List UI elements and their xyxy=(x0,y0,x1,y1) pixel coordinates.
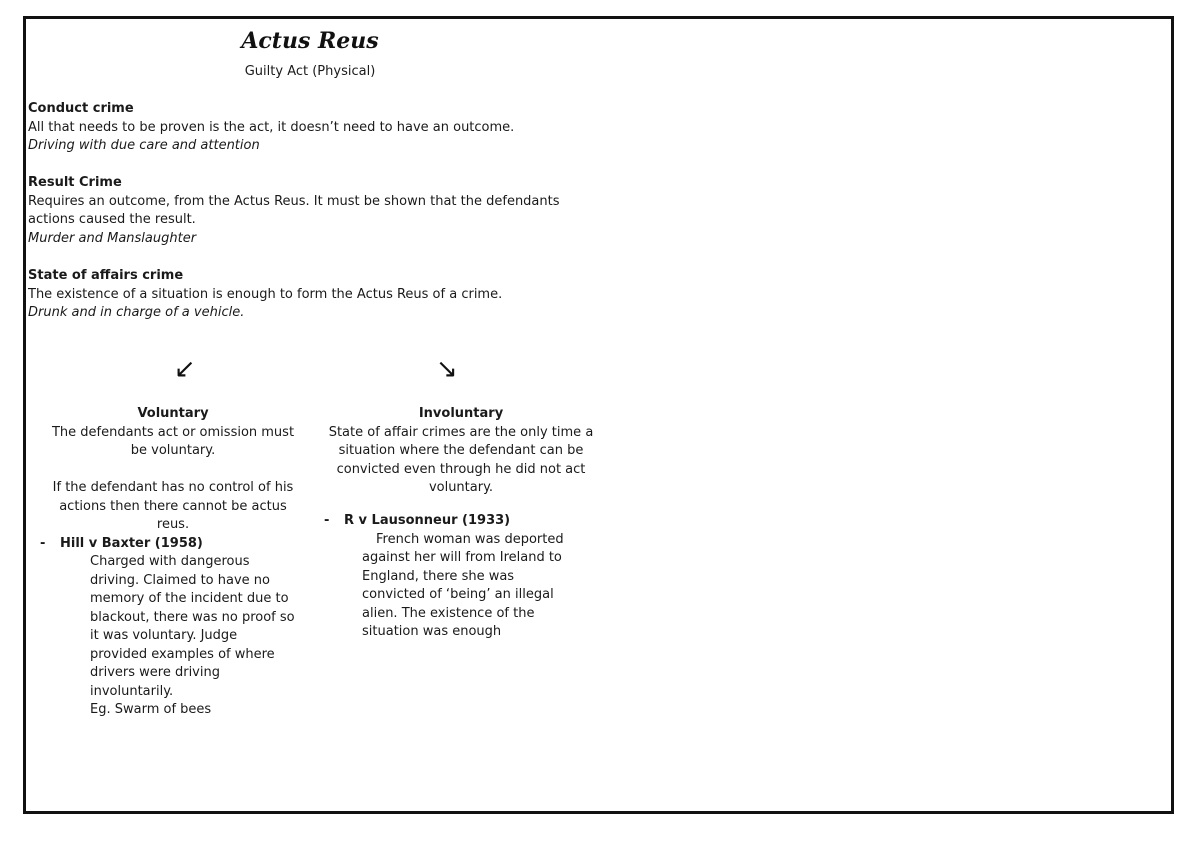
case-line: against her will from Ireland to xyxy=(362,550,562,565)
section-body: All that needs to be proven is the act, it doesn’t need to have an outcome. xyxy=(28,119,515,135)
case-line: memory of the incident due to xyxy=(90,591,289,606)
case-line: England, there she was xyxy=(362,568,515,584)
bullet-dash: - xyxy=(324,513,330,528)
section-conduct-crime xyxy=(28,100,608,156)
column-heading: Involuntary xyxy=(418,406,504,421)
case-line: Charged with dangerous xyxy=(90,554,250,569)
section-heading: Result Crime xyxy=(28,175,122,190)
paragraph-line: The defendants act or omission must xyxy=(51,424,295,440)
case-line: blackout, there was no proof so xyxy=(90,609,295,625)
paragraph-line: convicted even through he did not act xyxy=(336,461,586,477)
page-title: Actus Reus xyxy=(241,28,379,54)
paragraph-line: situation where the defendant can be xyxy=(338,443,584,458)
case-line: involuntarily. xyxy=(90,683,174,699)
case-line: situation was enough xyxy=(362,624,502,639)
section-heading: Conduct crime xyxy=(28,101,134,116)
section-result-crime xyxy=(28,174,608,248)
case-line: alien. The existence of the xyxy=(362,605,535,621)
case-line: convicted of ‘being’ an illegal xyxy=(362,587,554,602)
section-example: Drunk and in charge of a vehicle. xyxy=(28,305,245,320)
case-heading xyxy=(318,512,604,531)
paragraph-line: voluntary. xyxy=(428,480,494,495)
section-heading: State of affairs crime xyxy=(28,268,184,283)
page-subtitle: Guilty Act (Physical) xyxy=(244,64,376,79)
column-heading: Voluntary xyxy=(137,406,209,421)
bullet-dash: - xyxy=(40,535,46,551)
paragraph-line: be voluntary. xyxy=(130,443,216,458)
paragraph-line: State of affair crimes are the only time a xyxy=(328,424,594,440)
section-body: The existence of a situation is enough to form the Actus Reus of a crime. xyxy=(28,286,503,302)
case-line: Eg. Swarm of bees xyxy=(90,702,212,717)
case-heading xyxy=(28,535,318,554)
section-body-line: actions caused the result. xyxy=(28,212,196,227)
paragraph-line: actions then there cannot be actus xyxy=(59,498,287,514)
case-line: driving. Claimed to have no xyxy=(90,572,270,588)
involuntary-column xyxy=(318,405,604,642)
case-name: Hill v Baxter (1958) xyxy=(60,535,203,551)
case-line: drivers were driving xyxy=(90,665,220,680)
arrow-down-right-icon: ↘ xyxy=(436,354,458,384)
paragraph-line: If the defendant has no control of his xyxy=(52,480,294,495)
case-line: French woman was deported xyxy=(376,531,564,547)
case-line: it was voluntary. Judge xyxy=(90,628,238,643)
section-example: Murder and Manslaughter xyxy=(28,230,197,246)
section-body-line: Requires an outcome, from the Actus Reus. It must be shown that the defendants xyxy=(28,193,560,209)
case-line: provided examples of where xyxy=(90,646,275,662)
section-state-of-affairs xyxy=(28,267,608,323)
arrow-down-left-icon: ↙ xyxy=(174,354,196,384)
voluntary-column xyxy=(28,405,318,720)
paragraph-line: reus. xyxy=(156,517,190,532)
section-example: Driving with due care and attention xyxy=(28,138,260,153)
case-name: R v Lausonneur (1933) xyxy=(344,513,511,528)
